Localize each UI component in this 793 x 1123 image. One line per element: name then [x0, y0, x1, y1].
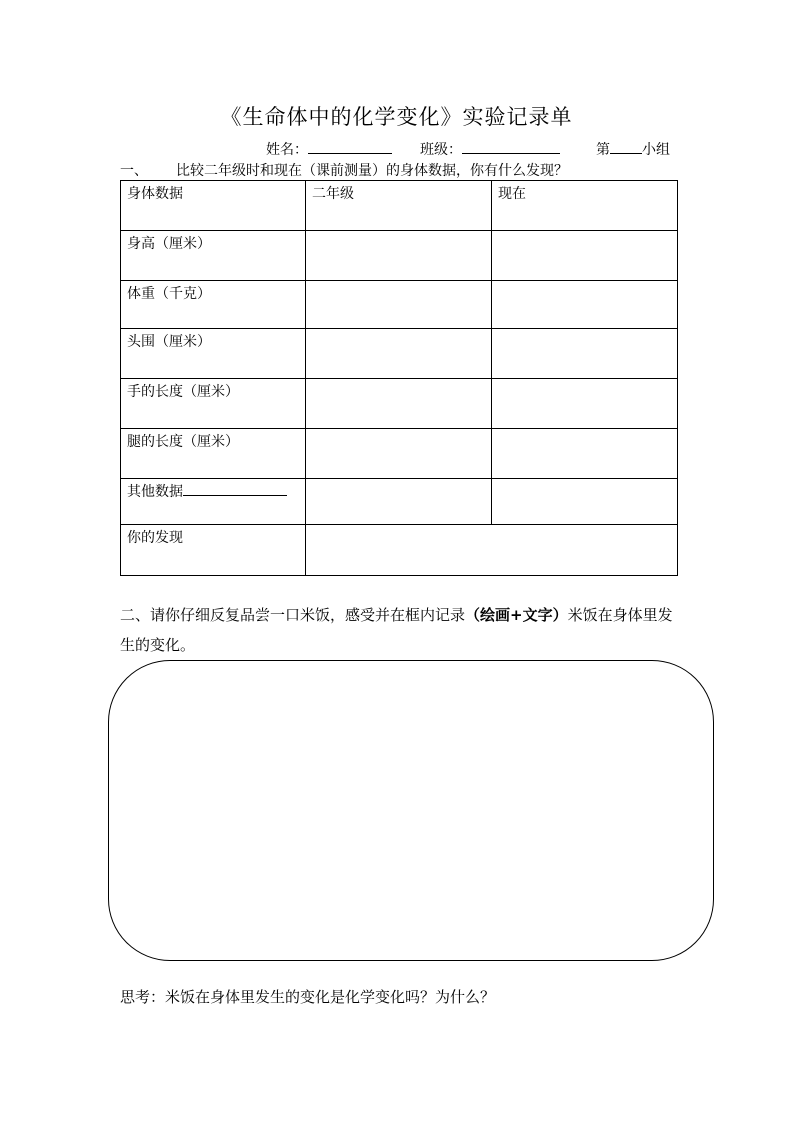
finding-cell[interactable] [306, 525, 678, 576]
name-field[interactable] [266, 139, 392, 159]
section2-bold: （绘画+文字） [465, 606, 568, 624]
table-row [121, 329, 678, 379]
class-label: 班级： [420, 142, 462, 158]
row-label: 头围（厘米） [121, 329, 306, 379]
table-row [121, 379, 678, 429]
now-cell[interactable] [492, 429, 678, 479]
grade2-cell[interactable] [306, 479, 492, 525]
think-question: 思考：米饭在身体里发生的变化是化学变化吗？为什么？ [120, 988, 496, 1006]
now-cell[interactable] [492, 281, 678, 329]
name-blank[interactable] [308, 139, 392, 154]
row-label: 身高（厘米） [121, 231, 306, 281]
table-row [121, 281, 678, 329]
finding-label: 你的发现 [121, 525, 306, 576]
grade2-cell[interactable] [306, 231, 492, 281]
group-prefix: 第 [596, 142, 610, 158]
grade2-cell[interactable] [306, 379, 492, 429]
group-blank[interactable] [610, 139, 642, 154]
now-cell[interactable] [492, 329, 678, 379]
page-title: 《生命体中的化学变化》实验记录单 [220, 105, 573, 129]
table-row [121, 231, 678, 281]
other-data-label: 其他数据 [127, 484, 183, 500]
drawing-box[interactable] [108, 660, 714, 961]
other-data-cell[interactable] [121, 479, 306, 525]
section1-question [120, 160, 568, 180]
class-field[interactable] [420, 139, 560, 159]
name-label: 姓名： [266, 142, 308, 158]
row-label: 体重（千克） [121, 281, 306, 329]
row-label: 手的长度（厘米） [121, 379, 306, 429]
body-data-table [120, 180, 678, 576]
grade2-cell[interactable] [306, 329, 492, 379]
grade2-cell[interactable] [306, 281, 492, 329]
class-blank[interactable] [462, 139, 560, 154]
table-header-row [121, 181, 678, 231]
group-field[interactable] [596, 139, 670, 159]
now-cell[interactable] [492, 479, 678, 525]
table-row-other [121, 479, 678, 525]
table-row-finding [121, 525, 678, 576]
now-cell[interactable] [492, 231, 678, 281]
section2-prefix: 二、请你仔细反复品尝一口米饭，感受并在框内记录 [120, 606, 466, 624]
other-data-blank[interactable] [183, 481, 287, 496]
table-row [121, 429, 678, 479]
group-suffix: 小组 [642, 142, 670, 158]
section2-question [120, 600, 680, 660]
grade2-cell[interactable] [306, 429, 492, 479]
section2-suffix: 米饭在身体里发生的变化。 [120, 606, 673, 654]
table-header: 现在 [492, 181, 678, 231]
row-label: 腿的长度（厘米） [121, 429, 306, 479]
now-cell[interactable] [492, 379, 678, 429]
section1-number: 一、 [120, 163, 148, 179]
table-header: 身体数据 [121, 181, 306, 231]
section1-text: 比较二年级时和现在（课前测量）的身体数据，你有什么发现？ [176, 163, 568, 179]
table-header: 二年级 [306, 181, 492, 231]
